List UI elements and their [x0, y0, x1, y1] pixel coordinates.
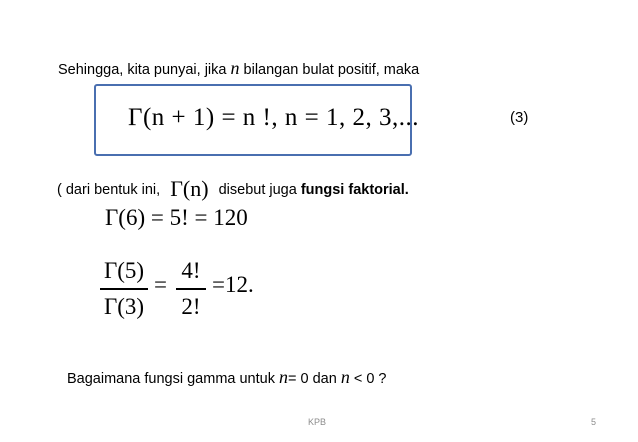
- fraction-gamma-denominator: Γ(3): [103, 293, 145, 319]
- question-part1: Bagaimana fungsi gamma untuk: [67, 371, 279, 387]
- note-text: [57, 176, 409, 202]
- question-part3: < 0 ?: [349, 371, 387, 387]
- fraction-factorial-denominator: 2!: [181, 293, 201, 319]
- note-mid: disebut juga: [214, 182, 301, 198]
- intro-text-part1: Sehingga, kita punyai, jika: [58, 62, 231, 78]
- intro-variable: n: [230, 58, 240, 78]
- page-number: 5: [591, 417, 597, 427]
- intro-text: [58, 58, 419, 79]
- equation-number: (3): [510, 109, 529, 126]
- fraction-factorial-ratio: [176, 256, 206, 322]
- question-variable-2: n: [340, 367, 350, 387]
- question-part2: = 0 dan: [288, 371, 341, 387]
- question-text: [67, 367, 387, 388]
- question-variable-1: n: [279, 367, 288, 387]
- footer-label: KPB: [308, 417, 327, 427]
- equation3-result: =12.: [212, 272, 254, 297]
- gamma-n-symbol: Γ(n): [170, 176, 209, 201]
- note-prefix: ( dari bentuk ini,: [57, 182, 165, 198]
- equation3-equals: =: [154, 272, 167, 297]
- note-bold-term: fungsi faktorial.: [300, 182, 409, 198]
- fraction-gamma-ratio: [100, 256, 148, 322]
- fraction-factorial-numerator: 4!: [181, 258, 201, 283]
- fraction-factorial-bar: [176, 288, 206, 290]
- fraction-gamma-numerator: Γ(5): [103, 258, 145, 283]
- equation-gamma-factorial: Γ(n + 1) = n !, n = 1, 2, 3,...: [128, 104, 419, 131]
- equation-gamma-6: Γ(6) = 5! = 120: [105, 205, 248, 230]
- fraction-gamma-bar: [100, 288, 148, 290]
- intro-text-part2: bilangan bulat positif, maka: [239, 62, 420, 78]
